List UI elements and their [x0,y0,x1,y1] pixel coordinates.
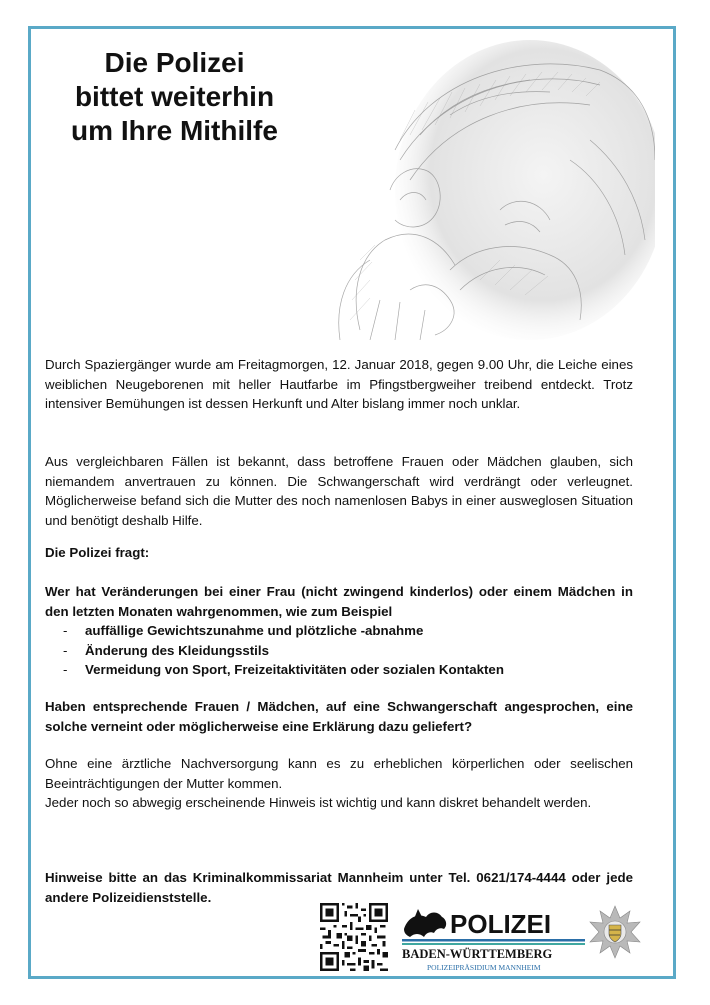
paragraph-health: Ohne eine ärztliche Nachversorgung kann es zu erheblichen körperlichen oder seelischen Beeinträchtigungen der Mutter kommen. [45,756,633,791]
contact-info: Hinweise bitte an das Kriminalkommissariat Mannheim unter Tel. 0621/174-4444 oder jede andere Polizeidienststelle. [45,870,633,905]
title-line: bittet weiterhin [74,81,275,112]
lion-emblem-icon [404,909,446,937]
paragraph-context: Aus vergleichbaren Fällen ist bekannt, dass betroffene Frauen oder Mädchen glauben, sich niemandem anvertrauen zu können. Die Schwangerschaft wird verdrängt oder verleugnet. Möglicherweise befand sich die Mutter des noch namenlosen Babys in einer ausweglosen Situation und benötigt deshalb Hilfe. [45,454,633,528]
list-item: - Änderung des Kleidungsstils [63,642,269,658]
list-item: - auffällige Gewichtszunahme und plötzliche -abnahme [63,623,424,638]
title-line: um Ihre Mithilfe [71,115,278,146]
paragraph-hint: Jeder noch so abwegig erscheinende Hinweis ist wichtig und kann diskret behandelt werden. [45,795,592,810]
question-heading: Die Polizei fragt: [45,545,150,560]
page-title [42,46,307,148]
police-logo [400,903,590,973]
list [45,621,633,680]
logo-state: BADEN-WÜRTTEMBERG [402,947,553,961]
baby-sketch-image [300,40,655,340]
police-star-icon [589,904,641,960]
qr-code-icon[interactable] [320,903,388,971]
paragraph-discovery: Durch Spaziergänger wurde am Freitagmorgen, 12. Januar 2018, gegen 9.00 Uhr, die Leiche eines weiblichen Neugeborenen mit heller Hautfarbe im Pfingstbergweiher treibend entdeckt. Trotz intensiver Bemühungen ist dessen Herkunft und Alter bislang immer noch unklar. [45,357,633,411]
title-line: Die Polizei [104,47,245,78]
logo-presidium: POLIZEIPRÄSIDIUM MANNHEIM [427,963,541,972]
logo-word: POLIZEI [450,909,552,939]
question-changes: Wer hat Veränderungen bei einer Frau (nicht zwingend kinderlos) oder einem Mädchen in den letzten Monaten wahrgenommen, wie zum Beispiel [45,584,633,619]
list-item: - Vermeidung von Sport, Freizeitaktivitäten oder sozialen Kontakten [63,662,504,677]
question-pregnancy: Haben entsprechende Frauen / Mädchen, auf eine Schwangerschaft angesprochen, eine solche verneint oder möglicherweise eine Erklärung dazu geliefert? [45,699,633,734]
